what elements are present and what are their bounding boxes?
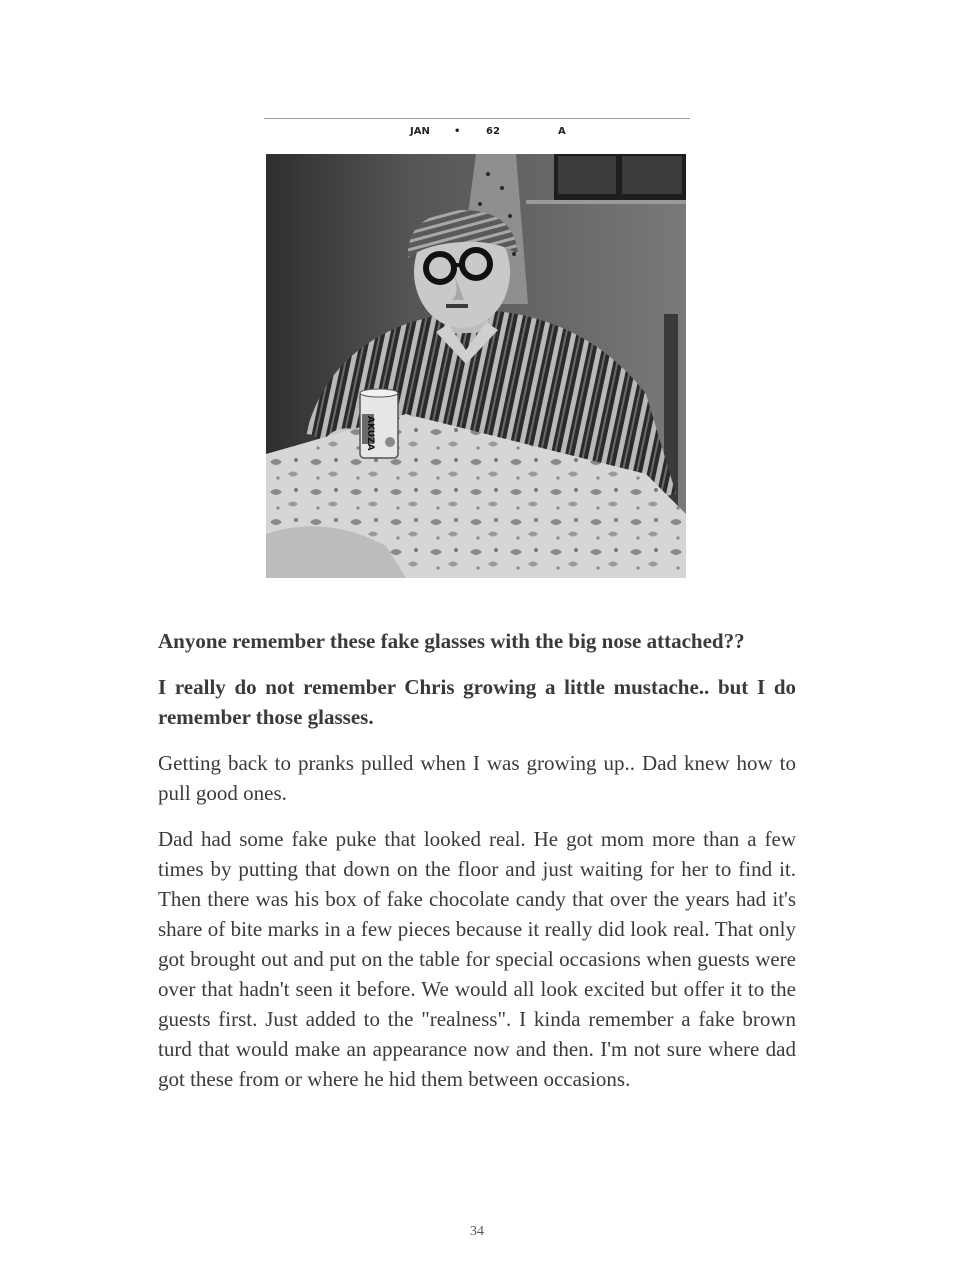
photo-border-rule bbox=[264, 118, 690, 119]
photo-stamp-letter: A bbox=[558, 126, 566, 137]
photo-image bbox=[266, 154, 686, 578]
paragraph-4: Dad had some fake puke that looked real. He got mom more than a few times by putting that down on the floor and just waiting for her to find it. Then there was his box of fake chocolate candy that over the years had it's share of bite marks in a few pieces because it really did look real. That only got brought out and put on the table for special occasions when guests were over that hadn't seen it before. We would all look excited but offer it to the guests first. Just added to the "realness". I kinda remember a fake brown turd that would make an appearance now and then. I'm not sure where dad got these from or where he hid them between occasions. bbox=[158, 827, 796, 1091]
page-number: 34 bbox=[470, 1224, 484, 1239]
paragraph-1: Anyone remember these fake glasses with the big nose attached?? bbox=[158, 629, 745, 653]
photo-date-stamp bbox=[264, 126, 690, 142]
photo-stamp-year: 62 bbox=[486, 126, 500, 137]
paragraph-3: Getting back to pranks pulled when I was growing up.. Dad knew how to pull good ones. bbox=[158, 751, 796, 805]
article-body bbox=[158, 626, 796, 1110]
can-label: AKUZA bbox=[365, 416, 375, 451]
photo-stamp-month: JAN bbox=[410, 126, 430, 137]
paragraph-2: I really do not remember Chris growing a little mustache.. but I do remember those glasses. bbox=[158, 675, 796, 729]
photo-stamp-dot: • bbox=[454, 126, 461, 137]
photo bbox=[264, 118, 690, 580]
